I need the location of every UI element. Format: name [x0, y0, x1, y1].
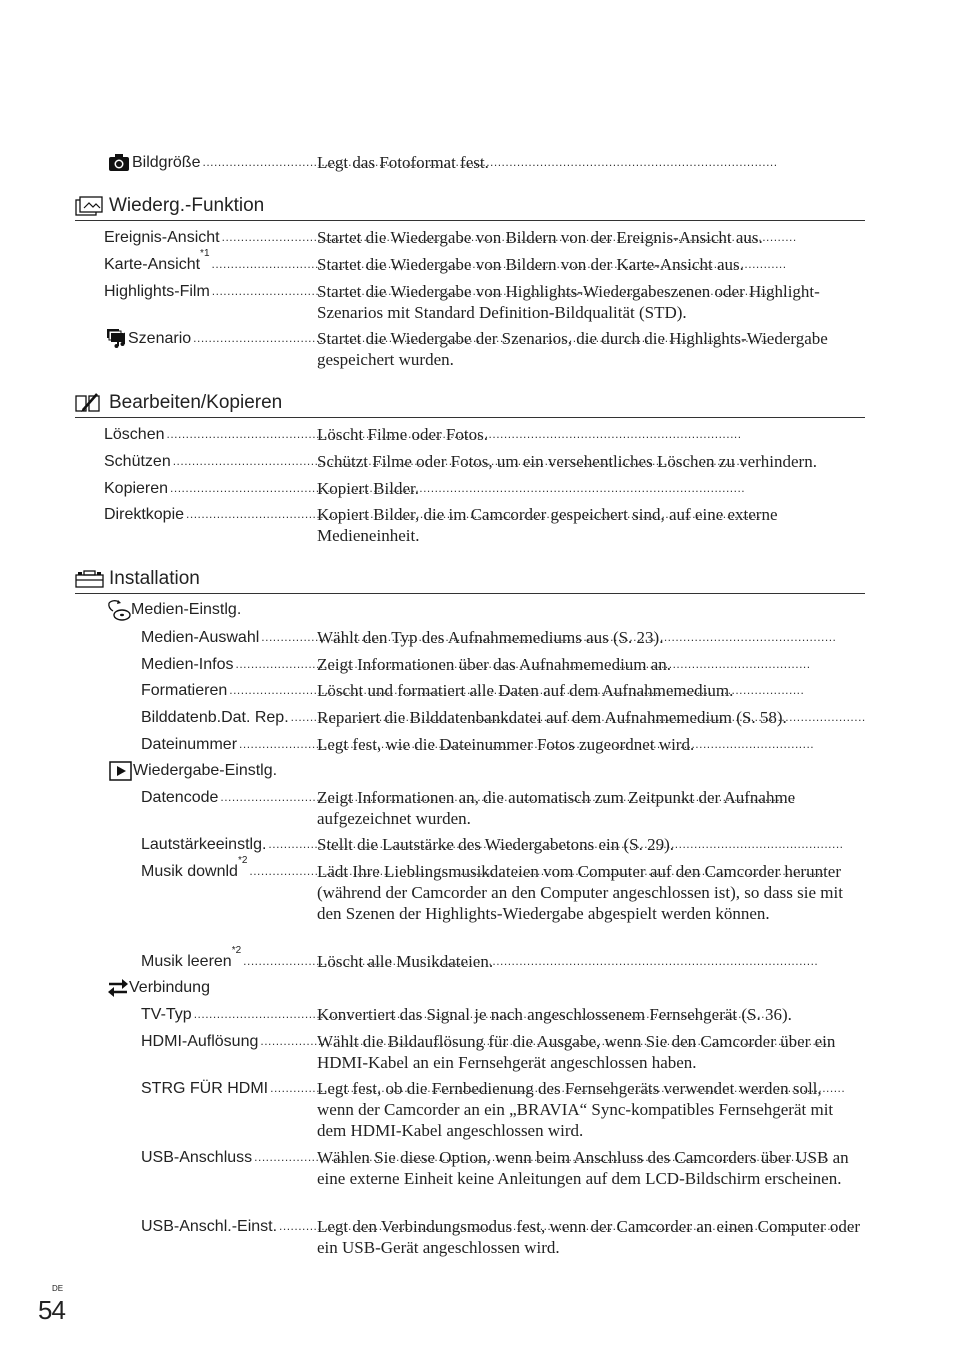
- menu-description: Legt fest, ob die Fernbedienung des Fernsehgeräts verwendet werden soll, wenn der Camcorder an ein „BRAVIA“ Sync-kompatibles Fernsehgerät mit dem HDMI-Kabel angeschlossen wird.: [317, 1079, 834, 1140]
- subsection-media-settings: [107, 599, 241, 620]
- scenario-icon: [106, 328, 128, 349]
- menu-description: Legt fest, wie die Dateinummer Fotos zugeordnet wird.: [317, 735, 695, 754]
- menu-row: Dateinummer .....: [141, 734, 317, 755]
- menu-row: Ereignis-Ansicht .....: [104, 227, 317, 248]
- toolbox-icon: [75, 568, 105, 593]
- subsection-title: Wiedergabe-Einstlg.: [133, 762, 278, 779]
- menu-description: Kopiert Bilder.: [317, 479, 419, 498]
- menu-description: Legt den Verbindungsmodus fest, wenn der Camcorder an einen Computer oder ein USB-Gerät angeschlossen wird.: [317, 1217, 861, 1257]
- section-edit-copy: [75, 391, 865, 418]
- menu-row: HDMI-Auflösung .....: [141, 1031, 317, 1052]
- menu-row: Schützen .....: [104, 451, 317, 472]
- menu-description: Wählt die Bildauflösung für die Ausgabe, wenn Sie den Camcorder über ein HDMI-Kabel an ein Fernsehgerät angeschlossen haben.: [317, 1032, 836, 1072]
- menu-description: Startet die Wiedergabe von Bildern von der Ereignis-Ansicht aus.: [317, 228, 763, 247]
- section-title: Installation: [109, 568, 200, 589]
- connection-arrows-icon: [107, 978, 129, 998]
- menu-description: Löscht Filme oder Fotos.: [317, 425, 488, 444]
- menu-description: Kopiert Bilder, die im Camcorder gespeichert sind, auf eine externe Medieneinheit.: [317, 505, 778, 545]
- section-installation: [75, 567, 865, 594]
- subsection-playback-settings: [109, 760, 277, 781]
- menu-description: Stellt die Lautstärke des Wiedergabetons ein (S. 29).: [317, 835, 675, 854]
- menu-description: Startet die Wiedergabe von Bildern von der Karte-Ansicht aus.: [317, 255, 744, 274]
- menu-row: USB-Anschl.-Einst. .....: [141, 1216, 317, 1237]
- menu-row: Karte-Ansicht *1 .....: [104, 254, 317, 275]
- language-code: DE: [52, 1284, 64, 1293]
- section-title: Wiederg.-Funktion: [109, 195, 265, 216]
- menu-description: Wählen Sie diese Option, wenn beim Anschluss des Camcorders über USB an eine externe Einheit keine Anleitungen auf dem LCD-Bildschirm erscheinen.: [317, 1148, 849, 1188]
- menu-description: Legt das Fotoformat fest.: [317, 153, 489, 172]
- page-number: 54: [38, 1295, 65, 1325]
- menu-description: Konvertiert das Signal je nach angeschlossenem Fernsehgerät (S. 36).: [317, 1005, 792, 1024]
- section-playback-function: [75, 194, 865, 221]
- menu-description: Löscht und formatiert alle Daten auf dem Aufnahmemedium.: [317, 681, 734, 700]
- menu-description: Zeigt Informationen über das Aufnahmemedium an.: [317, 655, 672, 674]
- playback-icon: [75, 195, 105, 220]
- menu-row: Kopieren .....: [104, 478, 317, 499]
- menu-description: Zeigt Informationen an, die automatisch zum Zeitpunkt der Aufnahme aufgezeichnet wurden.: [317, 788, 796, 828]
- menu-row-image-size: [108, 152, 341, 173]
- menu-row: Musik downld *2 .....: [141, 861, 317, 882]
- menu-row: USB-Anschluss .....: [141, 1147, 317, 1168]
- subsection-connection: [107, 977, 210, 998]
- menu-row: Highlights-Film .....: [104, 281, 317, 302]
- subsection-title: Medien-Einstlg.: [131, 601, 242, 618]
- menu-description: Schützt Filme oder Fotos, um ein versehentliches Löschen zu verhindern.: [317, 452, 817, 471]
- menu-row: Direktkopie .....: [104, 504, 317, 525]
- menu-row: Medien-Infos .....: [141, 654, 317, 675]
- media-settings-icon: [107, 600, 131, 620]
- camera-icon: [108, 152, 132, 173]
- menu-row: Datencode .....: [141, 787, 317, 808]
- menu-term: Bildgröße .....: [132, 152, 341, 173]
- edit-copy-icon: [75, 392, 105, 417]
- subsection-title: Verbindung: [129, 979, 210, 996]
- play-icon: [109, 761, 133, 781]
- menu-description: Lädt Ihre Lieblingsmusikdateien vom Computer auf den Camcorder herunter (während der Camcorder an den Computer angeschlossen ist), so dass sie mit den Szenen der Highlights-Wiedergabe abgespielt werden können.: [317, 862, 843, 923]
- section-title: Bearbeiten/Kopieren: [109, 392, 283, 413]
- menu-description: Startet die Wiedergabe der Szenarios, die durch die Highlights-Wiedergabe gespeichert wurden.: [317, 329, 828, 369]
- menu-description: Repariert die Bilddatenbankdatei auf dem Aufnahmemedium (S. 58).: [317, 708, 787, 727]
- menu-row: Löschen .....: [104, 424, 317, 445]
- menu-description: Löscht alle Musikdateien.: [317, 952, 494, 971]
- menu-row: Bilddatenb.Dat. Rep. .....: [141, 707, 317, 728]
- menu-description: Startet die Wiedergabe von Highlights-Wiedergabeszenen oder Highlight-Szenarios mit Standard Definition-Bildqualität (STD).: [317, 282, 820, 322]
- menu-row: TV-Typ .....: [141, 1004, 317, 1025]
- menu-row: Musik leeren *2 .....: [141, 951, 317, 972]
- menu-row: Formatieren .....: [141, 680, 317, 701]
- menu-row: STRG FÜR HDMI .....: [141, 1078, 317, 1099]
- menu-description: Wählt den Typ des Aufnahmemediums aus (S. 23).: [317, 628, 664, 647]
- menu-row: Medien-Auswahl .....: [141, 627, 317, 648]
- menu-row: Szenario .....: [106, 328, 317, 349]
- menu-row: Lautstärkeeinstlg. .....: [141, 834, 317, 855]
